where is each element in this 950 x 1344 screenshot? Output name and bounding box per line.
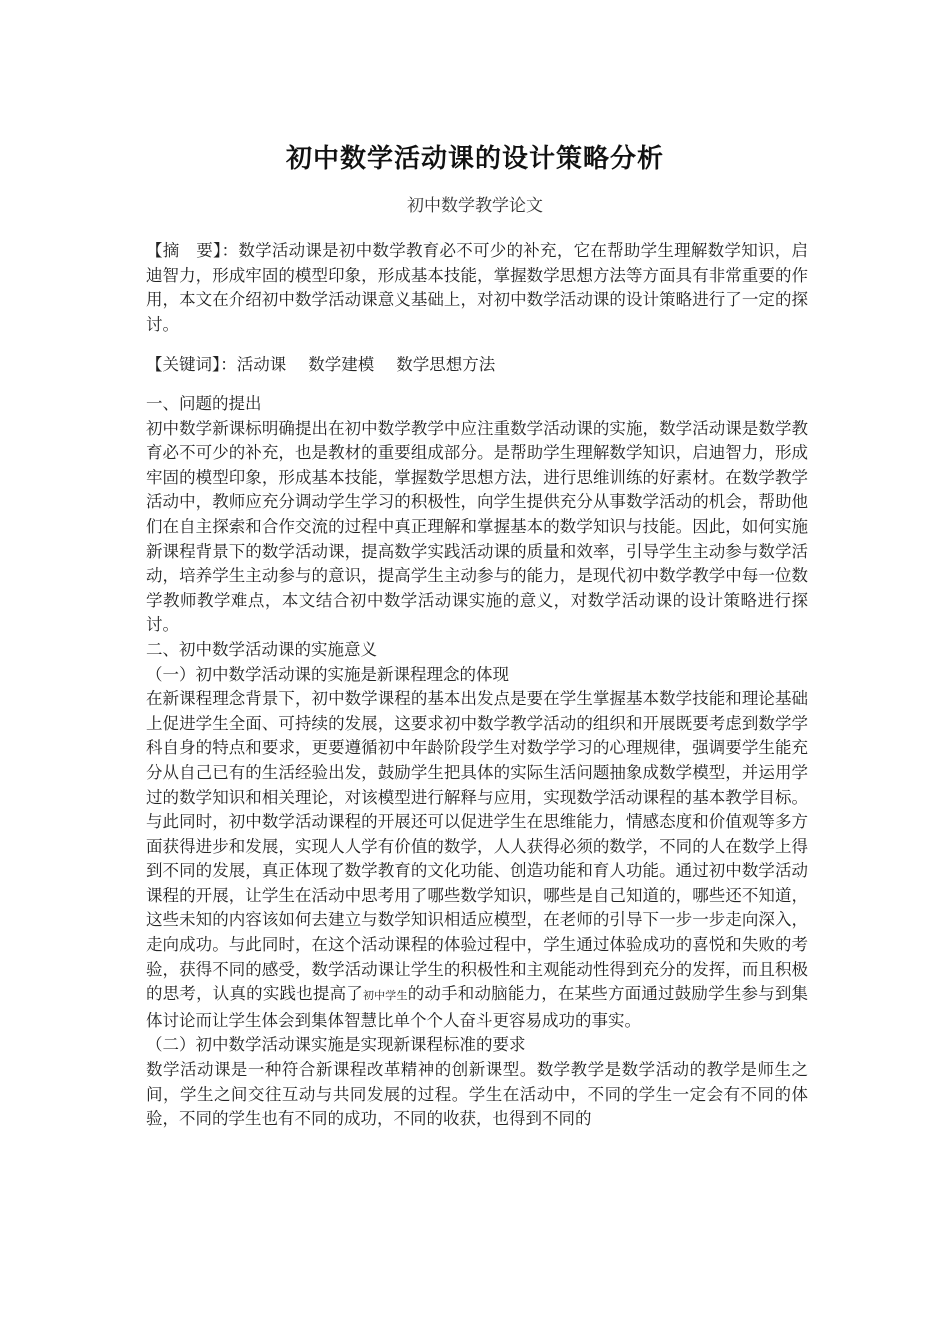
abstract-paragraph: 【摘 要】：数学活动课是初中数学教育必不可少的补充，它在帮助学生理解数学知识，启迪智力，形成牢固的模型印象，形成基本技能，掌握数学思想方法等方面具有非常重要的作用，本文在介绍初中数学活动课意义基础上，对初中数学活动课的设计策略进行了一定的探讨。: [146, 241, 808, 334]
keyword: 数学思想方法: [396, 355, 496, 374]
keyword: 活动课: [236, 355, 287, 374]
subsection-heading: （二）初中数学活动课实施是实现新课程标准的要求: [146, 1035, 526, 1055]
body-paragraph: 初中数学新课标明确提出在初中数学教学中应注重数学活动课的实施，数学活动课是数学教育必不可少的补充，也是教材的重要组成部分。是帮助学生理解数学知识，启迪智力，形成牢固的模型印象，形成基本技能，掌握数学思想方法，进行思维训练的好素材。在数学教学活动中，教师应充分调动学生学习的积极性，向学生提供充分从事数学活动的机会，帮助他们在自主探索和合作交流的过程中真正理解和掌握基本的数学知识与技能。因此，如何实施新课程背景下的数学活动课，提高数学实践活动课的质量和效率，引导学生主动参与数学活动，培养学生主动参与的意识，提高学生主动参与的能力，是现代初中数学教学中每一位数学教师教学难点，本文结合初中数学活动课实施的意义，对数学活动课的设计策略进行探讨。: [146, 418, 808, 635]
paragraph-text: 的动手和动脑能力，在某些方面通过鼓励学生参与到集体讨论而让学生体会到集体智慧比单个个人奋斗更容易成功的事实。: [146, 984, 808, 1030]
document-title: 初中数学活动课的设计策略分析: [285, 144, 664, 174]
keyword: 数学建模: [308, 355, 375, 374]
small-inline-text: 初中学生: [362, 989, 408, 1003]
subsection-heading: （一）初中数学活动课的实施是新课程理念的体现: [146, 664, 509, 684]
keywords-label: 【关键词】：: [146, 355, 237, 374]
document-subtitle: 初中数学教学论文: [407, 196, 543, 216]
body-text: [146, 392, 808, 1132]
paragraph-text: 在新课程理念背景下，初中数学课程的基本出发点是要在学生掌握基本数学技能和理论基础上促进学生全面、可持续的发展，这要求初中数学教学活动的组织和开展既要考虑到数学学科自身的特点和要求，更要遵循初中年龄阶段学生对数学学习的心理规律，强调要学生能充分从自己已有的生活经验出发，鼓励学生把具体的实际生活问题抽象成数学模型，并运用学过的数学知识和相关理论，对该模型进行解释与应用，实现数学活动课程的基本教学目标。与此同时，初中数学活动课程的开展还可以促进学生在思维能力，情感态度和价值观等多方面获得进步和发展，实现人人学有价值的数学，人人获得必须的数学，不同的人在数学上得到不同的发展，真正体现了数学教育的文化功能、创造功能和育人功能。通过初中数学活动课程的开展，让学生在活动中思考用了哪些数学知识，哪些是自己知道的，哪些还不知道，这些未知的内容该如何去建立与数学知识相适应模型，在老师的引导下一步一步走向深入，走向成功。与此同时，在这个活动课程的体验过程中，学生通过体验成功的喜悦和失败的考验，获得不同的感受，数学活动课让学生的积极性和主观能动性得到充分的发挥，而且积极的思考，认真的实践也提高了: [146, 689, 808, 1004]
body-paragraph: 数学活动课是一种符合新课程改革精神的创新课型。数学教学是数学活动的教学是师生之间，学生之间交往互动与共同发展的过程。学生在活动中，不同的学生一定会有不同的体验，不同的学生也有不同的成功，不同的收获，也得到不同的: [146, 1060, 808, 1129]
keywords-line: [146, 352, 808, 378]
section-heading: 一、问题的提出: [146, 394, 262, 413]
body-paragraph: [146, 687, 808, 1033]
section-heading: 二、初中数学活动课的实施意义: [146, 639, 377, 659]
